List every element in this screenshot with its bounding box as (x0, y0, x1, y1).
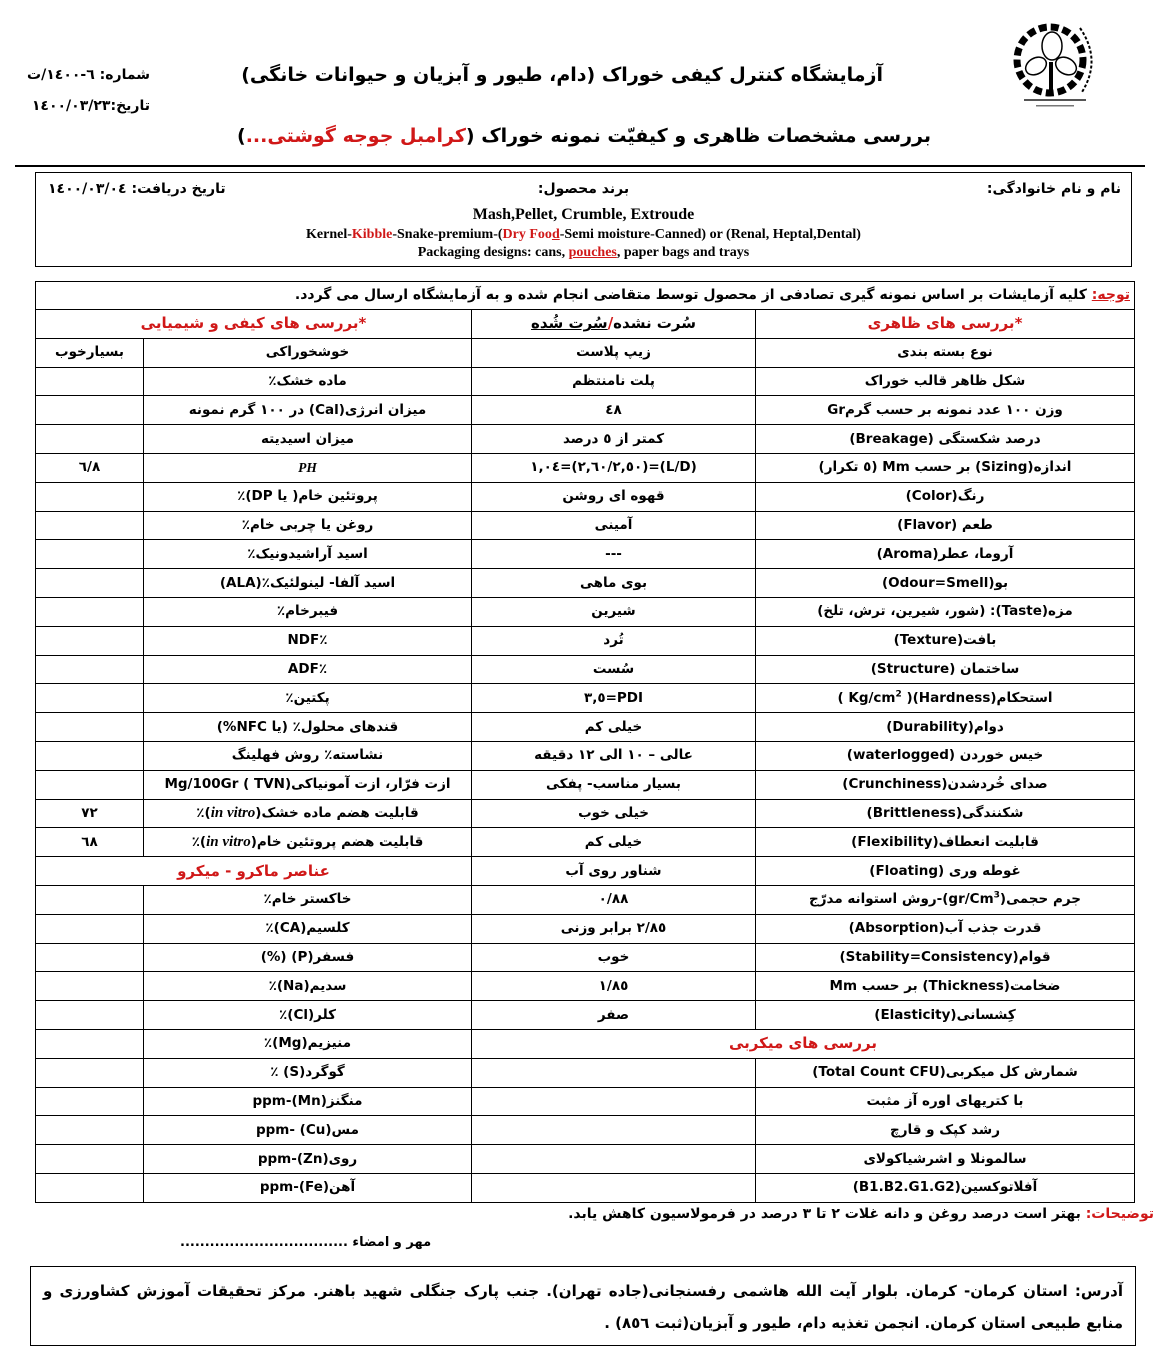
parameter-cell: آروما، عطر(Aroma) (756, 540, 1135, 569)
result-cell (36, 943, 144, 972)
table-row (36, 338, 1135, 367)
value-cell: تُرد (472, 626, 756, 655)
parameter-cell: سالمونلا و اشرشیاکولای (756, 1145, 1135, 1174)
chemical-cell: میزان انرژی(Cal) در ١٠٠ گرم نمونه (144, 396, 472, 425)
table-row (36, 1087, 1135, 1116)
table-row (36, 828, 1135, 857)
table-row (36, 1001, 1135, 1030)
sort-unsorted: سُرت نشده (613, 314, 696, 333)
result-cell (36, 396, 144, 425)
types-dry-food-end: d (551, 227, 560, 242)
table-row (36, 655, 1135, 684)
types-part: -Semi moisture-Canned) or (Renal, Heptal,Dental) (559, 227, 861, 242)
value-cell: بوی ماهی (472, 569, 756, 598)
result-cell (36, 1087, 144, 1116)
association-logo (1010, 20, 1110, 115)
table-row (36, 1173, 1135, 1202)
remarks-text: بهتر است درصد روغن و دانه غلات ٢ تا ٣ درصد در فرمولاسیون کاهش یابد. (568, 1206, 1086, 1222)
value-cell (472, 1116, 756, 1145)
value-cell: قهوه ای روشن (472, 482, 756, 511)
table-row (36, 885, 1135, 914)
title-prefix: بررسی مشخصات ظاهری و کیفیّت نمونه خوراک ( (465, 125, 931, 147)
parameter-superscript: 3 (993, 890, 1000, 901)
table-row (36, 741, 1135, 770)
value-cell: صفر (472, 1001, 756, 1030)
result-cell (36, 569, 144, 598)
sample-info-box (35, 172, 1132, 267)
types-kibble: Kibble (351, 227, 393, 242)
title-suffix: ) (237, 125, 246, 147)
packaging-part: , paper bags and trays (616, 245, 750, 260)
title-product: کرامبل جوجه گوشتی... (245, 125, 466, 147)
value-cell: شناور روی آب (472, 857, 756, 886)
chemical-cell: اسید آلفا- لینولئیک٪(ALA) (144, 569, 472, 598)
parameter-cell: دوام(Durability) (756, 713, 1135, 742)
value-cell: (L/D)=(٢,٦٠/٢,٥٠)=١,٠٤ (472, 453, 756, 482)
result-cell (36, 626, 144, 655)
result-cell (36, 770, 144, 799)
value-cell: خیلی کم (472, 713, 756, 742)
chemical-cell (144, 799, 472, 828)
parameter-cell: قوام(Stability=Consistency) (756, 943, 1135, 972)
parameter-cell (756, 684, 1135, 713)
chemical-cell: خاکستر خام٪ (144, 885, 472, 914)
chemical-text: )٪ (196, 804, 211, 821)
parameter-cell: رشد کپک و قارچ (756, 1116, 1135, 1145)
chemical-italic: in vitro (210, 804, 256, 821)
value-cell: زیپ پلاست (472, 338, 756, 367)
value-cell: عالی – ١٠ الی ١٢ دقیقه (472, 741, 756, 770)
signature-line: مهر و امضاء .................................. (180, 1235, 432, 1250)
table-row (36, 857, 1135, 886)
section-micro: بررسی های میکربی (472, 1029, 1135, 1058)
result-cell (36, 482, 144, 511)
value-cell: ٠/٨٨ (472, 885, 756, 914)
document-date: تاریخ:١٤٠٠/٠٣/٢٣ (31, 98, 150, 114)
address-box: آدرس: استان کرمان- کرمان. بلوار آیت الله هاشمی رفسنجانی(جاده تهران). جنب پارک جنگلی شهید باهنر. مرکز تحقیقات آموزش کشاورزی و منابع طبیعی استان کرمان. انجمن تغذیه دام، طیور و آبزیان(ثبت ٨٥٦) . (30, 1266, 1136, 1346)
remarks (568, 1206, 1154, 1222)
chemical-cell: مس(Cu) -ppm (144, 1116, 472, 1145)
value-cell (472, 1173, 756, 1202)
parameter-cell: شکنندگی(Brittleness) (756, 799, 1135, 828)
value-cell: آمینی (472, 511, 756, 540)
chemical-cell: میزان اسیدیته (144, 425, 472, 454)
table-row (36, 770, 1135, 799)
value-cell: ٢/٨٥ برابر وزنی (472, 914, 756, 943)
parameter-cell: کِشسانی(Elasticity) (756, 1001, 1135, 1030)
table-row (36, 569, 1135, 598)
chemical-italic: in vitro (206, 833, 251, 850)
chemical-cell (144, 828, 472, 857)
result-cell (36, 1145, 144, 1174)
result-cell (36, 367, 144, 396)
parameter-cell: بافت(Texture) (756, 626, 1135, 655)
notice-row (36, 282, 1135, 310)
parameter-superscript: 2 (895, 689, 902, 700)
table-row (36, 914, 1135, 943)
parameter-cell: خیس خوردن (waterlogged) (756, 741, 1135, 770)
value-cell: --- (472, 540, 756, 569)
value-cell: ٤٨ (472, 396, 756, 425)
result-cell (36, 713, 144, 742)
table-row (36, 453, 1135, 482)
result-cell (36, 914, 144, 943)
chemical-cell: سدیم(Na)٪ (144, 972, 472, 1001)
parameter-cell: بو(Odour=Smell) (756, 569, 1135, 598)
results-table (35, 281, 1135, 1203)
chemical-cell: فیبرخام٪ (144, 597, 472, 626)
feed-forms-line: Mash,Pellet, Crumble, Extroude (472, 206, 695, 223)
chemical-cell: پکتین٪ (144, 684, 472, 713)
value-cell: پلت نامنتظم (472, 367, 756, 396)
packaging-pouches: pouches (568, 245, 617, 260)
result-cell (36, 1116, 144, 1145)
result-cell (36, 684, 144, 713)
chemical-cell: آهن(Fe)-ppm (144, 1173, 472, 1202)
result-cell (36, 425, 144, 454)
chemical-cell: اسید آراشیدونیک٪ (144, 540, 472, 569)
value-cell: خیلی کم (472, 828, 756, 857)
notice-text: کلیه آزمایشات بر اساس نمونه گیری تصادفی از محصول توسط متقاضی انجام شده و به آزمایشگاه ارسال می گردد. (294, 287, 1092, 303)
result-cell (36, 540, 144, 569)
parameter-text: )-روش استوانه مدرّج (809, 891, 949, 908)
lab-title: آزمایشگاه کنترل کیفی خوراک (دام، طیور و آبزیان و حیوانات خانگی) (241, 64, 883, 86)
types-part: -Snake-premium-( (392, 227, 503, 242)
parameter-cell (756, 885, 1135, 914)
parameter-cell: رنگ(Color) (756, 482, 1135, 511)
table-row (36, 367, 1135, 396)
parameter-cell: قابلیت انعطاف(Flexibility) (756, 828, 1135, 857)
section-macro-micro: عناصر ماکرو - میکرو (36, 857, 472, 886)
value-cell: ١/٨٥ (472, 972, 756, 1001)
parameter-text: ) (837, 689, 849, 706)
value-cell: سُست (472, 655, 756, 684)
table-row (36, 1029, 1135, 1058)
parameter-cell: وزن ١٠٠ عدد نمونه بر حسب گرمGr (756, 396, 1135, 425)
chemical-cell: ازت فرّار، ازت آمونیاکی(TVN ) Mg/100Gr (144, 770, 472, 799)
parameter-cell: ساختمان (Structure) (756, 655, 1135, 684)
value-cell: بسیار مناسب- پفکی (472, 770, 756, 799)
chemical-cell: روغن یا چربی خام٪ (144, 511, 472, 540)
packaging-line (36, 245, 1131, 261)
result-cell: ٦/٨ (36, 453, 144, 482)
parameter-cell: آفلاتوکسین(B1.B2.G1.G2) (756, 1173, 1135, 1202)
table-row (36, 482, 1135, 511)
types-dry-food: Dry Foo (502, 227, 552, 242)
table-row (36, 799, 1135, 828)
table-row (36, 1145, 1135, 1174)
feed-types-line (36, 227, 1131, 243)
parameter-cell: نوع بسته بندی (756, 338, 1135, 367)
chemical-cell: ٪NDF (144, 626, 472, 655)
parameter-cell: غوطه وری (Floating) (756, 857, 1135, 886)
section-physical: *بررسی های ظاهری (756, 310, 1135, 339)
parameter-cell: درصد شکستگی (Breakage) (756, 425, 1135, 454)
parameter-cell: مزه(Taste): (شور، شیرین، ترش، تلخ) (756, 597, 1135, 626)
chemical-cell: پروتئین خام( یا DP)٪ (144, 482, 472, 511)
value-cell: کمتر از ٥ درصد (472, 425, 756, 454)
result-cell (36, 655, 144, 684)
result-cell: ٧٢ (36, 799, 144, 828)
value-cell (472, 1145, 756, 1174)
chemical-cell: نشاسته٪ روش فهلینگ (144, 741, 472, 770)
parameter-cell: اندازه(Sizing) بر حسب Mm (٥ تکرار) (756, 453, 1135, 482)
table-row (36, 626, 1135, 655)
chemical-cell: PH (144, 453, 472, 482)
parameter-cell: طعم (Flavor) (756, 511, 1135, 540)
result-cell (36, 1029, 144, 1058)
result-cell (36, 1001, 144, 1030)
result-cell (36, 511, 144, 540)
result-cell (36, 1173, 144, 1202)
table-row (36, 511, 1135, 540)
chemical-cell: خوشخوراکی (144, 338, 472, 367)
result-cell (36, 741, 144, 770)
table-row (36, 597, 1135, 626)
owner-name-field: نام و نام خانوادگی: (986, 181, 1121, 197)
chemical-cell: گوگرد(S) ٪ (144, 1058, 472, 1087)
chemical-cell: کلر(Cl)٪ (144, 1001, 472, 1030)
table-row (36, 972, 1135, 1001)
value-cell (472, 1087, 756, 1116)
parameter-cell: شمارش کل میکربی(Total Count CFU) (756, 1058, 1135, 1087)
chemical-cell: کلسیم(CA)٪ (144, 914, 472, 943)
sort-slash: / (607, 314, 614, 333)
table-row (36, 1058, 1135, 1087)
table-row (36, 1116, 1135, 1145)
chemical-text: قابلیت هضم پروتئین خام( (250, 833, 424, 850)
chemical-cell: فسفر(P) (%) (144, 943, 472, 972)
value-cell: PDI=٣,٥ (472, 684, 756, 713)
section-chemical: *بررسی های کیفی و شیمیایی (36, 310, 472, 339)
packaging-part: Packaging designs: cans, (417, 245, 569, 260)
notice-label: توجه: (1091, 287, 1130, 303)
chemical-cell: ٪ADF (144, 655, 472, 684)
association-logo-icon (1010, 20, 1110, 115)
chemical-text: قابلیت هضم ماده خشک( (255, 804, 419, 821)
value-cell (472, 1058, 756, 1087)
result-cell (36, 885, 144, 914)
parameter-cell: شکل ظاهر قالب خوراک (756, 367, 1135, 396)
parameter-text: استحکام(Hardness)( Kg/cm (848, 689, 1053, 706)
chemical-text: )٪ (191, 833, 207, 850)
parameter-cell: ضخامت(Thickness) بر حسب Mm (756, 972, 1135, 1001)
remarks-label: توضیحات: (1085, 1206, 1154, 1222)
parameter-cell: با کتریهای اوره آز مثبت (756, 1087, 1135, 1116)
brand-field: برند محصول: (537, 181, 630, 197)
result-cell (36, 972, 144, 1001)
parameter-cell: قدرت جذب آب(Absorption) (756, 914, 1135, 943)
chemical-cell: منیزیم(Mg)٪ (144, 1029, 472, 1058)
table-row (36, 425, 1135, 454)
chemical-cell: روی(Zn)-ppm (144, 1145, 472, 1174)
notice-cell (36, 282, 1135, 310)
value-cell: خوب (472, 943, 756, 972)
sort-sorted: سُرت شُده (531, 314, 608, 333)
types-part: Kernel- (306, 227, 352, 242)
result-cell (36, 1058, 144, 1087)
section-sorting (472, 310, 756, 339)
parameter-cell: صدای خُردشدن(Crunchiness) (756, 770, 1135, 799)
result-cell: ٦٨ (36, 828, 144, 857)
result-cell: بسیارخوب (36, 338, 144, 367)
divider (15, 165, 1145, 167)
table-row (36, 684, 1135, 713)
table-row (36, 943, 1135, 972)
chemical-cell: ماده خشک٪ (144, 367, 472, 396)
document-number: شماره: ٦-١٤٠٠/ت (27, 67, 150, 83)
result-cell (36, 597, 144, 626)
table-row (36, 713, 1135, 742)
section-header-row (36, 310, 1135, 339)
chemical-cell: قندهای محلول٪ (یا NFC%) (144, 713, 472, 742)
table-row (36, 396, 1135, 425)
table-row (36, 540, 1135, 569)
parameter-text: جرم حجمی(gr/Cm (948, 891, 1081, 908)
value-cell: شیرین (472, 597, 756, 626)
chemical-cell: منگنز(Mn)-ppm (144, 1087, 472, 1116)
page-title (0, 125, 1168, 147)
value-cell: خیلی خوب (472, 799, 756, 828)
receive-date-field: تاریخ دریافت: ١٤٠٠/٠٣/٠٤ (48, 181, 226, 197)
